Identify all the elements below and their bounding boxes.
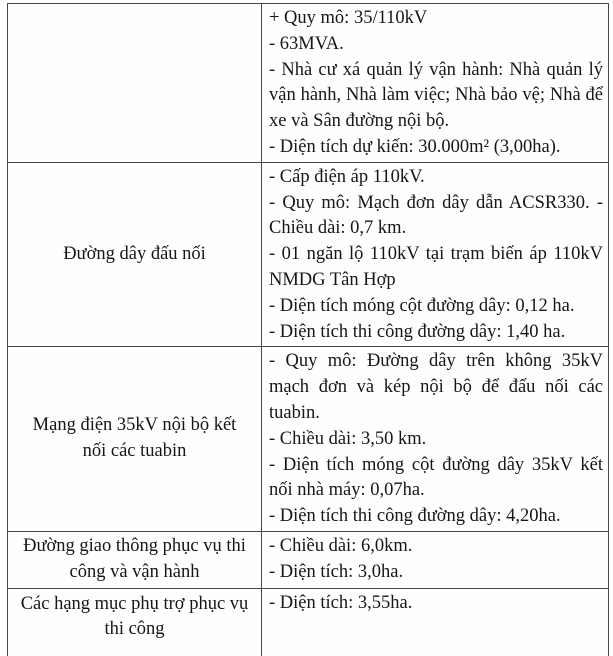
detail-item: - Quy mô: Mạch đơn dây dẫn ACSR330. - Chiều dài: 0,7 km. bbox=[269, 192, 603, 239]
row-details bbox=[262, 531, 609, 588]
detail-item: - Cấp điện áp 110kV. bbox=[269, 166, 425, 187]
table-row bbox=[8, 588, 609, 656]
detail-item: - 63MVA. bbox=[269, 33, 344, 54]
detail-item: - Nhà cư xá quản lý vận hành: Nhà quản lý vận hành, Nhà làm việc; Nhà bảo vệ; Nhà để xe và Sân đường nội bộ. bbox=[269, 59, 603, 132]
detail-item: - Chiều dài: 6,0km. bbox=[269, 535, 413, 556]
detail-item: - Diện tích thi công đường dây: 1,40 ha. bbox=[269, 321, 566, 342]
detail-item: - Diện tích móng cột đường dây 35kV kết nối nhà máy: 0,07ha. bbox=[269, 454, 603, 501]
detail-item: - Diện tích móng cột đường dây: 0,12 ha. bbox=[269, 295, 575, 316]
project-items-table bbox=[7, 3, 609, 656]
row-details bbox=[262, 347, 609, 532]
row-label-auxiliary-items: Các hạng mục phụ trợ phục vụ thi công bbox=[8, 588, 262, 656]
row-label-35kv-network: Mạng điện 35kV nội bộ kết nối các tuabin bbox=[8, 347, 262, 532]
row-label-connection-line: Đường dây đấu nối bbox=[8, 162, 262, 347]
row-details bbox=[262, 4, 609, 163]
row-label-access-roads: Đường giao thông phục vụ thi công và vận hành bbox=[8, 531, 262, 588]
table-row bbox=[8, 347, 609, 532]
row-details bbox=[262, 162, 609, 347]
row-label-empty bbox=[8, 4, 262, 163]
detail-item: - 01 ngăn lộ 110kV tại trạm biến áp 110kV NMDG Tân Hợp bbox=[269, 244, 603, 290]
detail-item: - Chiều dài: 3,50 km. bbox=[269, 428, 427, 449]
row-details bbox=[262, 588, 609, 656]
table-row bbox=[8, 4, 609, 163]
detail-item: - Diện tích dự kiến: 30.000m² (3,00ha). bbox=[269, 136, 561, 157]
detail-item: + Quy mô: 35/110kV bbox=[269, 8, 428, 28]
detail-item: - Diện tích: 3,0ha. bbox=[269, 561, 404, 582]
table-row bbox=[8, 531, 609, 588]
detail-item: - Diện tích thi công đường dây: 4,20ha. bbox=[269, 506, 561, 527]
detail-item: - Diện tích: 3,55ha. bbox=[269, 592, 413, 613]
table-row bbox=[8, 162, 609, 347]
detail-item: - Quy mô: Đường dây trên không 35kV mạch đơn và kép nội bộ để đấu nối các tuabin. bbox=[269, 351, 603, 423]
